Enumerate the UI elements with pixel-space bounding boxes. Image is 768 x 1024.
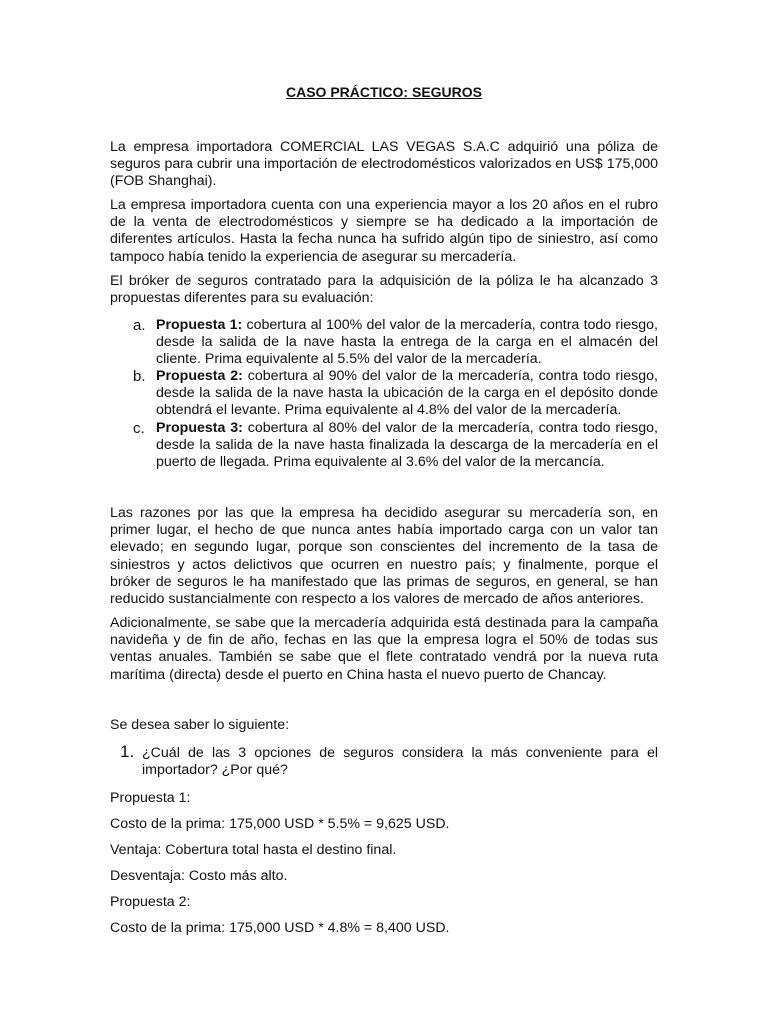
answer-line: Propuesta 1: bbox=[110, 790, 191, 806]
list-marker: c. bbox=[133, 420, 145, 437]
proposal-item bbox=[133, 420, 658, 472]
list-marker: a. bbox=[133, 317, 146, 334]
reasons-paragraph: Las razones por las que la empresa ha decidido asegurar su mercadería son, en primer lugar, el hecho de que nunca antes había importado carga con un valor tan elevado; en segundo lugar, porque son conscientes del incremento de la tasa de siniestros y actos delictivos que ocurren en nuestro país; y finalmente, porque el bróker de seguros le ha manifestado que las primas de seguros, en general, se han reducido sustancialmente con respecto a los valores de mercado de años anteriores. bbox=[110, 505, 658, 608]
answer-line: Desventaja: Costo más alto. bbox=[110, 868, 288, 884]
proposal-heading: Propuesta 2: bbox=[156, 368, 243, 384]
proposal-text: cobertura al 90% del valor de la mercadería, contra todo riesgo, desde la salida de la nave hasta la ubicación de la carga en el depósito donde obtendrá el levante. Prima equivalente al 4.8% del valor de la mercadería. bbox=[156, 368, 658, 419]
proposal-text: cobertura al 100% del valor de la mercadería, contra todo riesgo, desde la salida de la nave hasta la entrega de la carga en el almacén del cliente. Prima equivalente al 5.5% del valor de la mercadería. bbox=[156, 317, 659, 368]
proposal-text: cobertura al 80% del valor de la mercadería, contra todo riesgo, desde la salida de la nave hasta finalizada la descarga de la mercadería en el puerto de llegada. Prima equivalente al 3.6% del valor de la mercancía. bbox=[156, 420, 658, 471]
list-marker: 1. bbox=[120, 742, 135, 761]
proposal-heading: Propuesta 1: bbox=[156, 317, 243, 333]
experience-paragraph: La empresa importadora cuenta con una experiencia mayor a los 20 años en el rubro de la venta de electrodomésticos y siempre se ha dedicado a la importación de diferentes artículos. Hasta la fecha nunca ha sufrido algún tipo de siniestro, así como tampoco había tenido la experiencia de asegurar su mercadería. bbox=[110, 197, 658, 265]
answer-line: Ventaja: Cobertura total hasta el destino final. bbox=[110, 842, 397, 858]
intro-paragraph: La empresa importadora COMERCIAL LAS VEGAS S.A.C adquirió una póliza de seguros para cubrir una importación de electrodomésticos valorizados en US$ 175,000 (FOB Shanghai). bbox=[110, 139, 658, 190]
question-text: ¿Cuál de las 3 opciones de seguros considera la más conveniente para el importador? ¿Por qué? bbox=[142, 745, 658, 779]
document-title: CASO PRÁCTICO: SEGUROS bbox=[285, 84, 482, 100]
answer-line: Costo de la prima: 175,000 USD * 4.8% = 8,400 USD. bbox=[110, 920, 450, 936]
list-marker: b. bbox=[133, 368, 146, 385]
answer-line: Propuesta 2: bbox=[110, 894, 191, 910]
broker-paragraph: El bróker de seguros contratado para la adquisición de la póliza le ha alcanzado 3 propuestas diferentes para su evaluación: bbox=[110, 273, 658, 307]
proposal-heading: Propuesta 3: bbox=[156, 420, 243, 436]
proposal-item bbox=[133, 317, 659, 369]
proposal-item bbox=[133, 368, 658, 420]
additional-paragraph: Adicionalmente, se sabe que la mercadería adquirida está destinada para la campaña navideña y de fin de año, fechas en las que la empresa logra el 50% de todas sus ventas anuales. También se sabe que el flete contratado vendrá por la nueva ruta marítima (directa) desde el puerto en China hasta el nuevo puerto de Chancay. bbox=[110, 615, 658, 683]
question-intro: Se desea saber lo siguiente: bbox=[110, 717, 290, 733]
question-item bbox=[120, 742, 658, 779]
answer-line: Costo de la prima: 175,000 USD * 5.5% = 9,625 USD. bbox=[110, 816, 450, 832]
